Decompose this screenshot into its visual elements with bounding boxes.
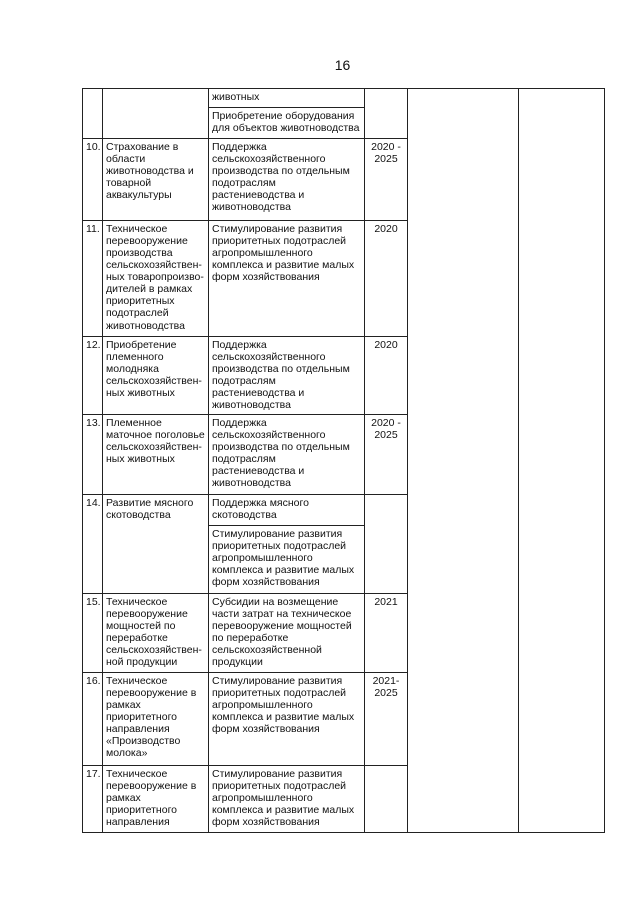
program-table bbox=[82, 88, 605, 833]
period-cell: 2021 bbox=[365, 594, 408, 673]
program-name: Стимулирование развития приоритетных подотраслей агропромышленного комплекса и развитие малых форм хозяйствования bbox=[209, 221, 365, 337]
activity-name bbox=[103, 89, 209, 139]
period-cell bbox=[365, 89, 408, 139]
activity-name: Развитие мясного скотоводства bbox=[103, 495, 209, 594]
program-name: животных bbox=[209, 89, 365, 108]
row-number: 16. bbox=[83, 673, 103, 766]
program-name: Поддержка мясного скотоводства bbox=[209, 495, 365, 526]
row-number: 15. bbox=[83, 594, 103, 673]
row-number: 12. bbox=[83, 337, 103, 415]
activity-name: Техническое перевооружение в рамках приоритетного направления «Производство молока» bbox=[103, 673, 209, 766]
activity-name: Техническое перевооружение производства сельскохозяйствен-ных товаропроизво-дителей в рамках приоритетных подотраслей животноводства bbox=[103, 221, 209, 337]
period-cell: 2021-2025 bbox=[365, 673, 408, 766]
period-cell: 2020 bbox=[365, 337, 408, 415]
activity-name: Племенное маточное поголовье сельскохозяйствен-ных животных bbox=[103, 415, 209, 495]
row-number: 13. bbox=[83, 415, 103, 495]
program-name: Поддержка сельскохозяйственного производства по отдельным подотраслям растениеводства и животноводства bbox=[209, 139, 365, 221]
empty-column-cell bbox=[408, 89, 519, 833]
activity-name: Приобретение племенного молодняка сельскохозяйствен-ных животных bbox=[103, 337, 209, 415]
empty-column-cell bbox=[519, 89, 605, 833]
period-cell bbox=[365, 495, 408, 594]
table-row bbox=[83, 89, 605, 108]
program-name: Стимулирование развития приоритетных подотраслей агропромышленного комплекса и развитие малых форм хозяйствования bbox=[209, 673, 365, 766]
row-number: 11. bbox=[83, 221, 103, 337]
activity-name: Техническое перевооружение в рамках приоритетного направления bbox=[103, 766, 209, 833]
activity-name: Техническое перевооружение мощностей по переработке сельскохозяйствен-ной продукции bbox=[103, 594, 209, 673]
program-name: Субсидии на возмещение части затрат на техническое перевооружение мощностей по переработке сельскохозяйственной продукции bbox=[209, 594, 365, 673]
row-number: 10. bbox=[83, 139, 103, 221]
program-name: Поддержка сельскохозяйственного производства по отдельным подотраслям растениеводства и животноводства bbox=[209, 337, 365, 415]
row-number: 14. bbox=[83, 495, 103, 594]
activity-name: Страхование в области животноводства и товарной аквакультуры bbox=[103, 139, 209, 221]
period-cell bbox=[365, 766, 408, 833]
page-number: 16 bbox=[334, 57, 351, 73]
row-number: 17. bbox=[83, 766, 103, 833]
period-cell: 2020 - 2025 bbox=[365, 139, 408, 221]
program-name: Стимулирование развития приоритетных подотраслей агропромышленного комплекса и развитие малых форм хозяйствования bbox=[209, 766, 365, 833]
row-number bbox=[83, 89, 103, 139]
period-cell: 2020 - 2025 bbox=[365, 415, 408, 495]
program-name: Стимулирование развития приоритетных подотраслей агропромышленного комплекса и развитие малых форм хозяйствования bbox=[209, 526, 365, 594]
program-name: Поддержка сельскохозяйственного производства по отдельным подотраслям растениеводства и животноводства bbox=[209, 415, 365, 495]
program-name: Приобретение оборудования для объектов животноводства bbox=[209, 108, 365, 139]
period-cell: 2020 bbox=[365, 221, 408, 337]
